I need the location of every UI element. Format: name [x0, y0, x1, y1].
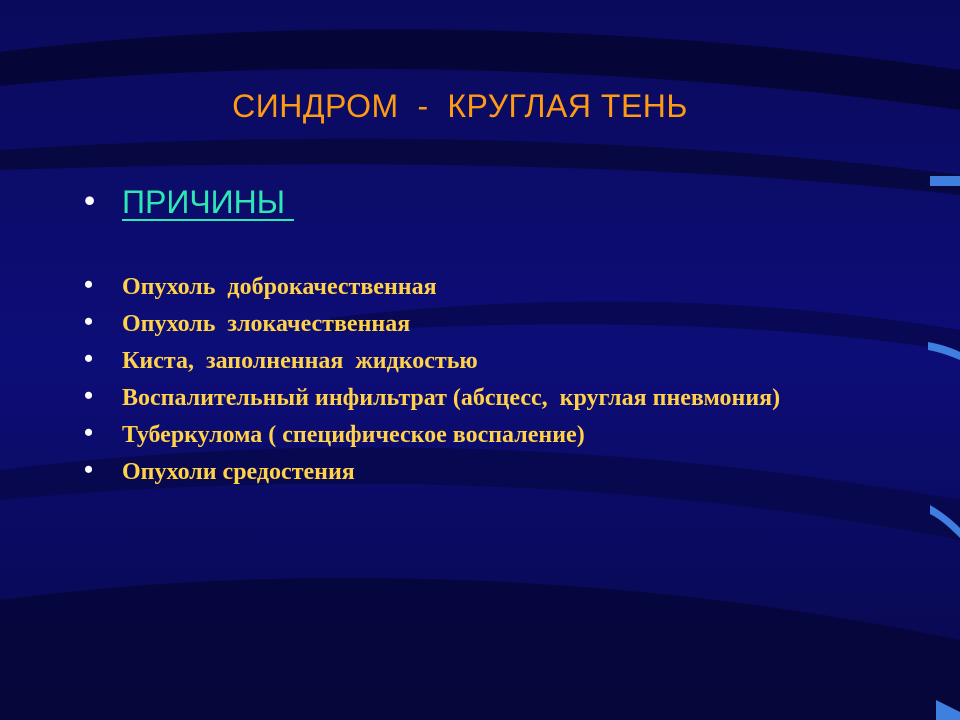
- bullet-icon: •: [84, 344, 94, 373]
- list-item: [84, 309, 844, 339]
- list-heading: [84, 182, 844, 222]
- bullet-icon: •: [84, 418, 94, 447]
- list-item-text: Киста, заполненная жидкостью: [122, 348, 478, 374]
- list-item: [84, 457, 844, 487]
- causes-heading: ПРИЧИНЫ: [122, 184, 294, 220]
- list-item-text: Воспалительный инфильтрат (абсцесс, круглая пневмония): [122, 385, 781, 411]
- list-item-text: Туберкулома ( специфическое воспаление): [122, 422, 585, 448]
- list-item: [84, 383, 844, 413]
- list-item-text: Опухоль доброкачественная: [122, 274, 437, 300]
- list-item-text: Опухоли средостения: [122, 459, 355, 485]
- bullet-icon: •: [84, 307, 94, 336]
- slide-title: СИНДРОМ - КРУГЛАЯ ТЕНЬ: [232, 88, 688, 124]
- bullet-icon: •: [84, 270, 94, 299]
- list-item: [84, 346, 844, 376]
- bullet-icon: •: [84, 381, 94, 410]
- light-accent-1: [930, 176, 960, 186]
- bullet-icon: •: [84, 182, 96, 218]
- list-item: [84, 420, 844, 450]
- bullet-icon: •: [84, 455, 94, 484]
- bullet-list: [84, 182, 844, 494]
- list-item-text: Опухоль злокачественная: [122, 311, 411, 337]
- list-item: [84, 272, 844, 302]
